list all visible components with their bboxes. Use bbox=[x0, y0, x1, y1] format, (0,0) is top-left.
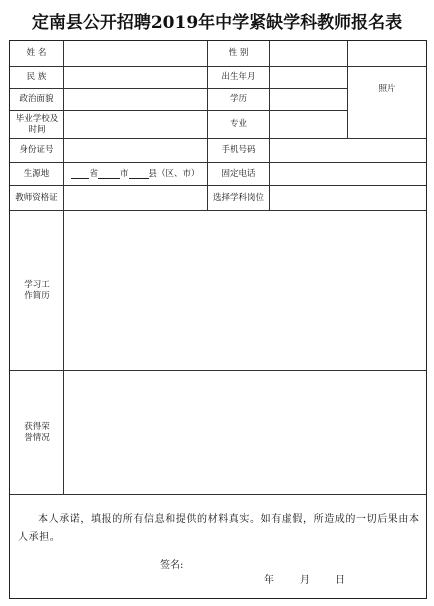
education-field[interactable] bbox=[270, 89, 347, 110]
political-label: 政治面貌 bbox=[19, 94, 54, 104]
ethnicity-label: 民 族 bbox=[26, 72, 47, 82]
ethnicity-field[interactable] bbox=[64, 67, 207, 88]
date-day-label: 日 bbox=[335, 575, 345, 586]
education-label: 学历 bbox=[229, 94, 247, 104]
school-label: 毕业学校及时间 bbox=[15, 113, 59, 135]
cert-field[interactable] bbox=[64, 186, 207, 210]
subject-label: 选择学科岗位 bbox=[212, 192, 264, 203]
photo-box[interactable] bbox=[348, 41, 426, 138]
date-year-label: 年 bbox=[264, 575, 274, 586]
major-label: 专业 bbox=[229, 119, 247, 129]
landline-label: 固定电话 bbox=[221, 168, 256, 179]
phone-label: 手机号码 bbox=[221, 145, 256, 155]
school-field[interactable] bbox=[64, 111, 207, 138]
resume-field[interactable] bbox=[64, 211, 426, 370]
registration-form bbox=[9, 40, 427, 599]
cert-label: 教师资格证 bbox=[15, 192, 58, 203]
origin-county-label: 县（区、市） bbox=[148, 168, 200, 179]
gender-field[interactable] bbox=[270, 41, 347, 66]
signature-field[interactable] bbox=[195, 551, 315, 571]
date-month-label: 月 bbox=[300, 575, 310, 586]
birth-label: 出生年月 bbox=[221, 72, 256, 82]
subject-field[interactable] bbox=[270, 186, 426, 210]
major-field[interactable] bbox=[270, 111, 347, 138]
honors-field[interactable] bbox=[64, 371, 426, 494]
gender-label: 性 别 bbox=[228, 48, 249, 58]
name-field[interactable] bbox=[64, 41, 207, 66]
signature-label: 签名: bbox=[160, 560, 184, 571]
origin-field[interactable] bbox=[64, 163, 207, 185]
landline-field[interactable] bbox=[270, 163, 426, 185]
birth-field[interactable] bbox=[270, 67, 347, 88]
political-field[interactable] bbox=[64, 89, 207, 110]
form-title: 定南县公开招聘2019年中学紧缺学科教师报名表 bbox=[31, 13, 403, 33]
photo-label: 照片 bbox=[378, 84, 396, 94]
honors-label: 获得荣誉情况 bbox=[24, 421, 50, 443]
id-field[interactable] bbox=[64, 139, 207, 162]
origin-label: 生源地 bbox=[23, 168, 50, 179]
origin-province-label: 省 bbox=[89, 168, 98, 179]
name-label: 姓 名 bbox=[26, 48, 47, 58]
phone-field[interactable] bbox=[270, 139, 426, 162]
origin-city-label: 市 bbox=[119, 168, 129, 179]
pledge-text: 本人承诺，填报的所有信息和提供的材料真实。如有虚假，所造成的一切后果由本人承担。 bbox=[18, 514, 420, 543]
resume-label: 学习工作简历 bbox=[24, 279, 50, 301]
id-label: 身份证号 bbox=[19, 145, 54, 155]
